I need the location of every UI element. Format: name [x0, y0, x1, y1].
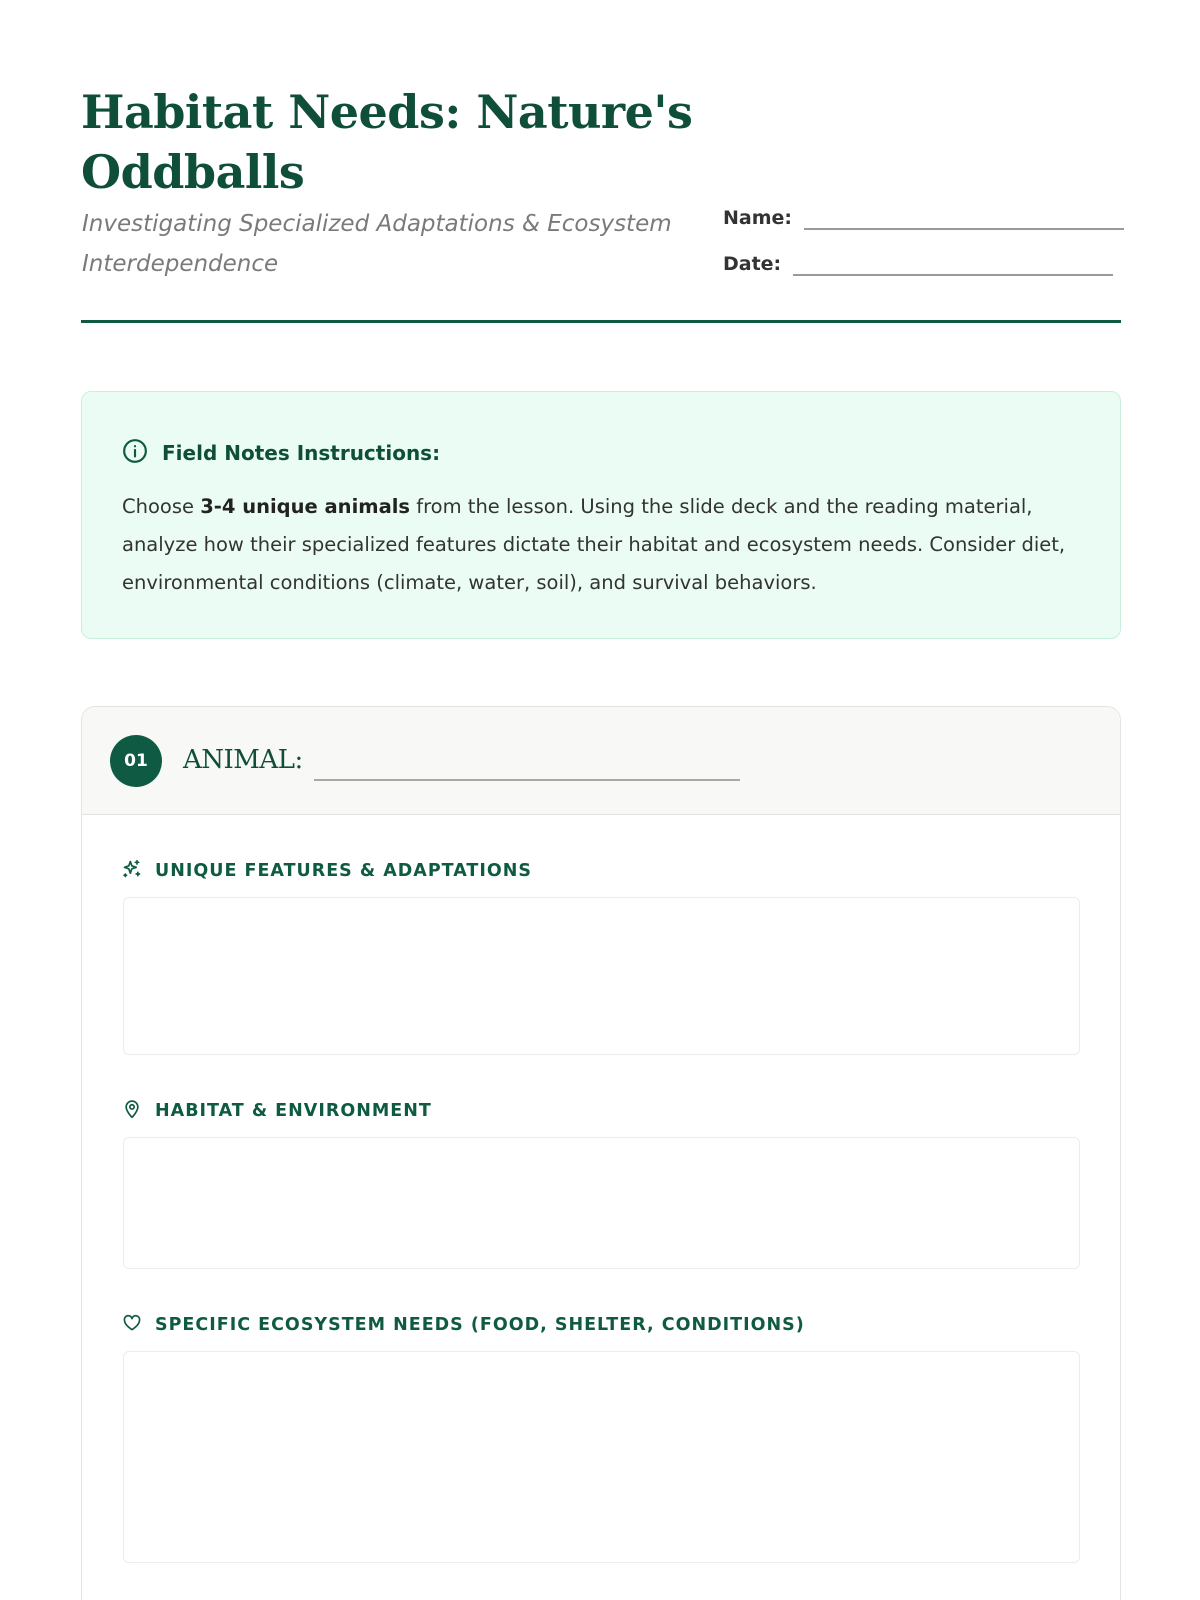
habitat-section-title: HABITAT & ENVIRONMENT — [155, 1101, 432, 1121]
info-icon — [122, 438, 148, 468]
map-pin-icon — [122, 1099, 142, 1123]
ecosystem-section-title: SPECIFIC ECOSYSTEM NEEDS (FOOD, SHELTER, CONDITIONS) — [155, 1315, 805, 1335]
heart-icon — [122, 1313, 142, 1337]
instructions-header — [122, 438, 440, 468]
date-label: Date: — [723, 253, 782, 275]
page-title: Habitat Needs: Nature's Oddballs — [81, 85, 693, 199]
animal-name-input-line[interactable] — [314, 779, 740, 781]
ecosystem-answer-box[interactable] — [123, 1351, 1080, 1563]
habitat-answer-box[interactable] — [123, 1137, 1080, 1269]
name-label: Name: — [723, 207, 793, 229]
ecosystem-section-header — [122, 1313, 805, 1337]
animal-number-badge: 01 — [110, 735, 162, 787]
habitat-section-header — [122, 1099, 432, 1123]
date-input-line[interactable] — [793, 274, 1113, 276]
instructions-text — [122, 488, 1092, 602]
sparkles-icon — [122, 859, 142, 883]
instructions-text-suffix: from the lesson. Using the slide deck and the reading material, analyze how their specialized features dictate their habitat and ecosystem needs. Consider diet, environmental conditions (climate, water, soil), and survival behaviors. — [122, 495, 1066, 594]
header-divider — [81, 320, 1121, 323]
animal-label: ANIMAL: — [183, 745, 303, 775]
instructions-title: Field Notes Instructions: — [162, 441, 441, 465]
instructions-text-bold: 3-4 unique animals — [200, 495, 411, 518]
instructions-text-prefix: Choose — [122, 495, 201, 518]
name-input-line[interactable] — [804, 228, 1124, 230]
animal-card — [81, 706, 1121, 1600]
instructions-box — [81, 391, 1121, 639]
page-subtitle: Investigating Specialized Adaptations & Ecosystem Interdependence — [82, 211, 672, 277]
features-answer-box[interactable] — [123, 897, 1080, 1055]
features-section-title: UNIQUE FEATURES & ADAPTATIONS — [155, 861, 533, 881]
name-field[interactable] — [723, 206, 1124, 230]
animal-card-header — [82, 707, 1120, 815]
features-section-header — [122, 859, 532, 883]
date-field[interactable] — [723, 252, 1113, 276]
